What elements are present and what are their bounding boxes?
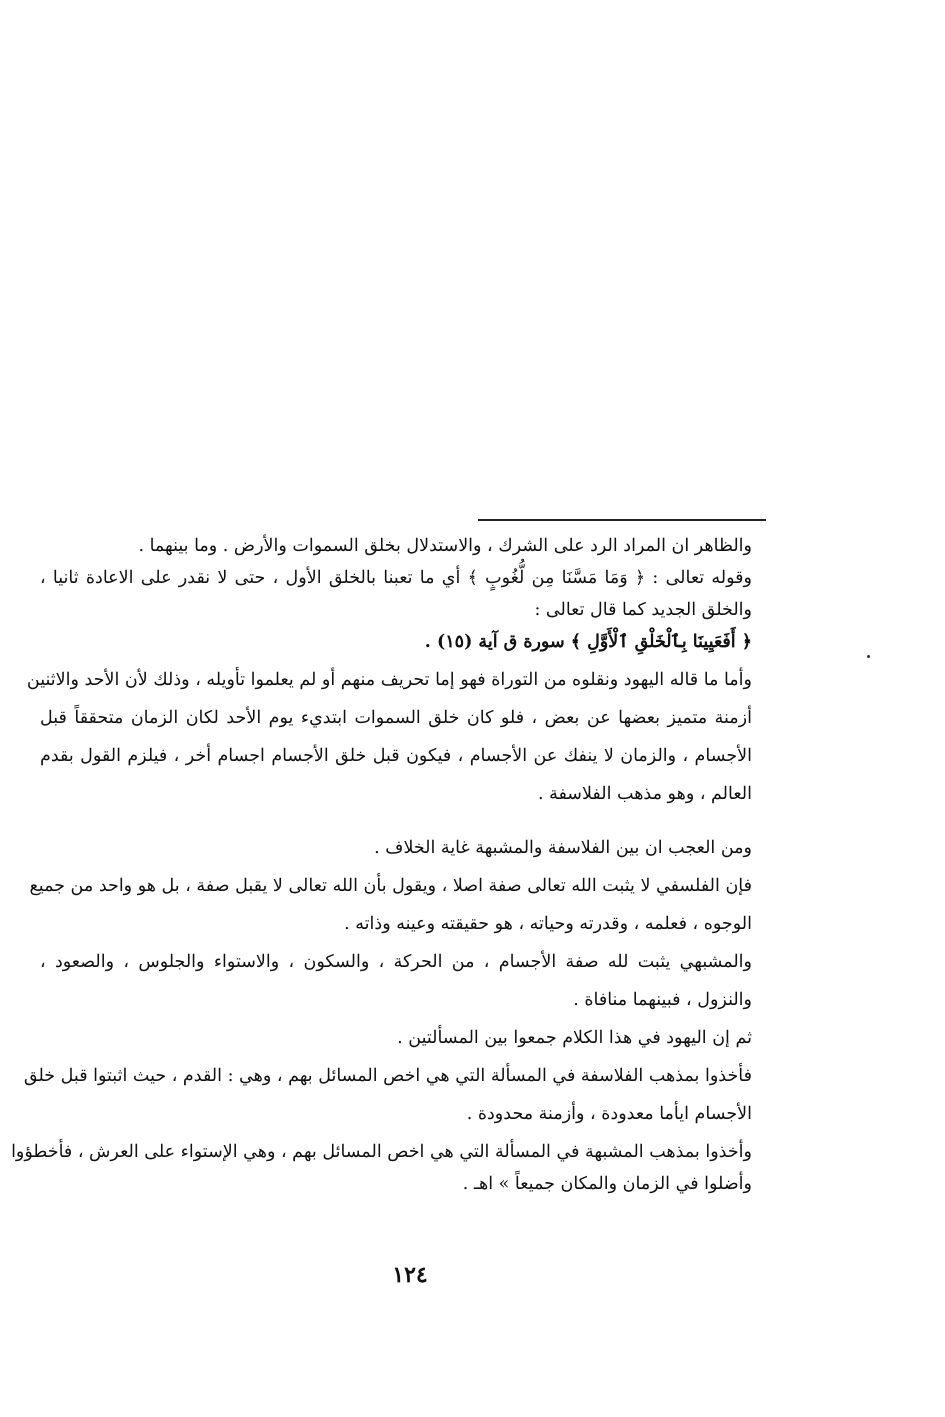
footnote-line: فأخذوا بمذهب الفلاسفة في المسألة التي هي اخص المسائل بهم ، وهي : القدم ، حيث اثبتوا قبل خلق <box>23 1066 752 1086</box>
footnote-line: الأجسام ، والزمان لا ينفك عن الأجسام ، فيكون قبل خلق الأجسام اجسام أخر ، فيلزم القول بقدم <box>40 746 752 766</box>
footnote-line: أزمنة متميز بعضها عن بعض ، فلو كان خلق السموات ابتديء يوم الأحد لكان الزمان متحققاً قبل <box>40 708 752 728</box>
footnote-line: فإن الفلسفي لا يثبت الله تعالى صفة اصلا ، ويقول بأن الله تعالى لا يقبل صفة ، بل هو واحد من جميع <box>29 876 752 896</box>
footnote-line: العالم ، وهو مذهب الفلاسفة . <box>537 784 752 804</box>
footnote-line: والمشبهي يثبت لله صفة الأجسام ، من الحركة ، والسكون ، والاستواء والجلوس ، والصعود ، <box>40 952 752 972</box>
footnote-line: وأخذوا بمذهب المشبهة في المسألة التي هي اخص المسائل بهم ، وهي الإستواء على العرش ، فأخطؤوا <box>11 1142 752 1162</box>
footnote-line: والخلق الجديد كما قال تعالى : <box>534 600 752 620</box>
footnote-line: الوجوه ، فعلمه ، وقدرته وحياته ، هو حقيقته وعينه وذاته . <box>344 914 752 934</box>
footnote-block <box>11 530 752 1200</box>
footnote-line: الأجسام ايأما معدودة ، وأزمنة محدودة . <box>466 1104 752 1124</box>
footnote-separator-rule <box>478 519 766 521</box>
quran-verse-line: ﴿ أَفَعَيِينَا بِٱلْخَلْقِ ٱلْأَوَّلِ ﴾ سورة ق آية (١٥) . <box>424 632 752 652</box>
footnote-line: والظاهر ان المراد الرد على الشرك ، والاستدلال بخلق السموات والأرض . وما بينهما . <box>138 536 752 556</box>
footnote-line: وقوله تعالى : ﴿ وَمَا مَسَّنَا مِن لُّغُوبٍ ﴾ أي ما تعبنا بالخلق الأول ، حتى لا نقدر على الاعادة ثانيا ، <box>40 568 752 588</box>
scan-speck <box>867 655 870 658</box>
footnote-line: والنزول ، فبينهما منافاة . <box>573 990 752 1010</box>
footnote-line: ثم إن اليهود في هذا الكلام جمعوا بين المسألتين . <box>397 1028 752 1048</box>
footnote-line: وأضلوا في الزمان والمكان جميعاً » اهـ . <box>462 1174 752 1194</box>
footnote-line: ومن العجب ان بين الفلاسفة والمشبهة غاية الخلاف . <box>374 838 752 858</box>
footnote-line: وأما ما قاله اليهود ونقلوه من التوراة فهو إما تحريف منهم أو لم يعلموا تأويله ، وذلك لأن الأحد والاثنين <box>26 670 752 690</box>
page-number: ١٢٤ <box>392 1262 428 1288</box>
